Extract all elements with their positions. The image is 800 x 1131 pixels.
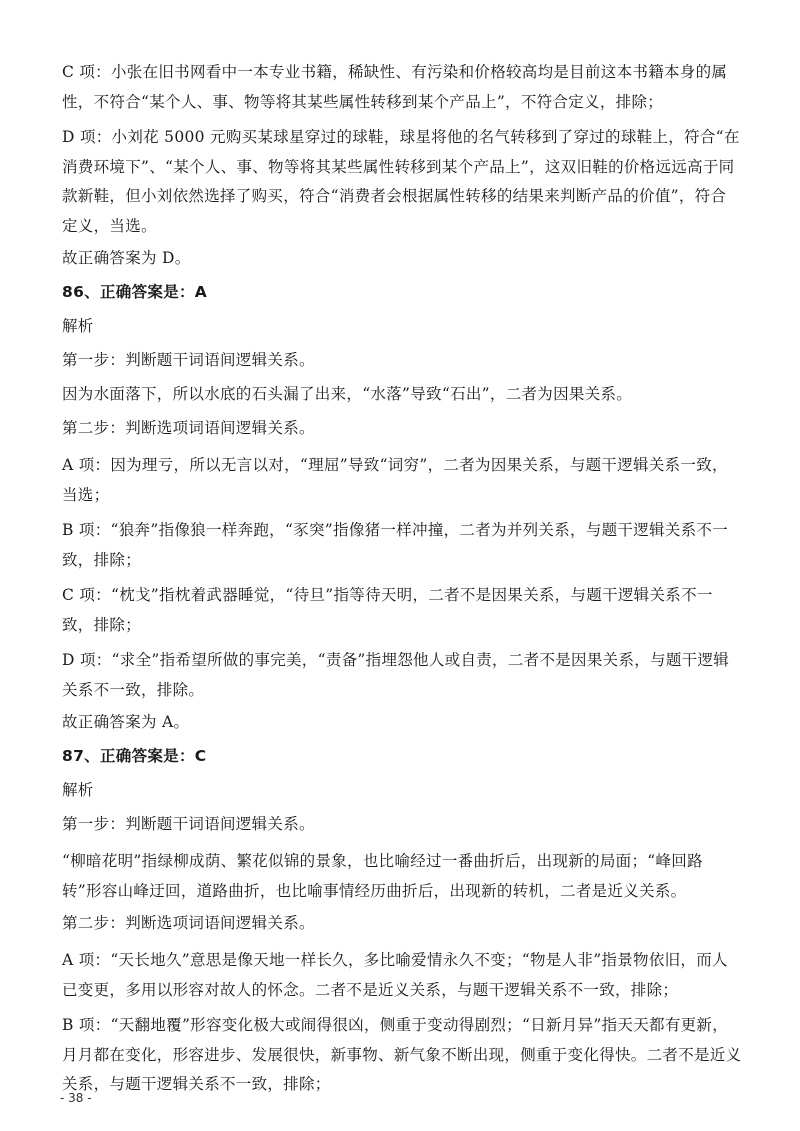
stem-explanation: 因为水面落下，所以水底的石头漏了出来，“水落”导致“石出”，二者为因果关系。	[62, 385, 633, 403]
option-d-paragraph: D 项：“求全”指希望所做的事完美，“责备”指埋怨他人或自责，二者不是因果关系，与题干逻辑关系不一致，排除。	[62, 651, 730, 699]
step-one: 第一步：判断题干词语间逻辑关系。	[62, 351, 315, 369]
option-a-paragraph: A 项：因为理亏，所以无言以对，“理屈”导致“词穷”，二者为因果关系，与题干逻辑关系一致，当选；	[62, 456, 728, 504]
analysis-label: 解析	[62, 781, 94, 799]
step-one: 第一步：判断题干词语间逻辑关系。	[62, 815, 315, 833]
option-b-paragraph: B 项：“狼奔”指像狼一样奔跑，“豕突”指像猪一样冲撞，二者为并列关系，与题干逻辑关系不一致，排除；	[62, 521, 729, 569]
answer-conclusion: 故正确答案为 A。	[62, 713, 190, 731]
question-87-heading: 87、正确答案是：C	[62, 747, 207, 765]
step-two: 第二步：判断选项词语间逻辑关系。	[62, 914, 315, 932]
stem-explanation: “柳暗花明”指绿柳成荫、繁花似锦的景象，也比喻经过一番曲折后，出现新的局面；“峰回路转”形容山峰迂回，道路曲折，也比喻事情经历曲折后，出现新的转机，二者是近义关系。	[62, 852, 703, 900]
question-86-heading: 86、正确答案是：A	[62, 283, 208, 301]
document-body	[62, 58, 742, 1106]
step-two: 第二步：判断选项词语间逻辑关系。	[62, 419, 315, 437]
answer-conclusion: 故正确答案为 D。	[62, 249, 191, 267]
option-c-paragraph: C 项：小张在旧书网看中一本专业书籍，稀缺性、有污染和价格较高均是目前这本书籍本身的属性，不符合“某个人、事、物等将其某些属性转移到某个产品上”，不符合定义，排除；	[62, 63, 728, 111]
option-b-paragraph: B 项：“天翻地覆”形容变化极大或闹得很凶，侧重于变动得剧烈；“日新月异”指天天都有更新，月月都在变化，形容进步、发展很快，新事物、新气象不断出现，侧重于变化得快。二者不是近义关系，与题干逻辑关系不一致，排除；	[62, 1016, 742, 1093]
option-d-paragraph: D 项：小刘花 5000 元购买某球星穿过的球鞋，球星将他的名气转移到了穿过的球鞋上，符合“在消费环境下”、“某个人、事、物等将其某些属性转移到某个产品上”，这双旧鞋的价格远远高于同款新鞋，但小刘依然选择了购买，符合“消费者会根据属性转移的结果来判断产品的价值”，符合定义，当选。	[62, 128, 740, 235]
option-a-paragraph: A 项：“天长地久”意思是像天地一样长久，多比喻爱情永久不变；“物是人非”指景物依旧，而人已变更，多用以形容对故人的怀念。二者不是近义关系，与题干逻辑关系不一致，排除；	[62, 951, 728, 999]
page-number: - 38 -	[60, 1091, 92, 1105]
option-c-paragraph: C 项：“枕戈”指枕着武器睡觉，“待旦”指等待天明，二者不是因果关系，与题干逻辑关系不一致，排除；	[62, 586, 713, 634]
analysis-label: 解析	[62, 317, 94, 335]
